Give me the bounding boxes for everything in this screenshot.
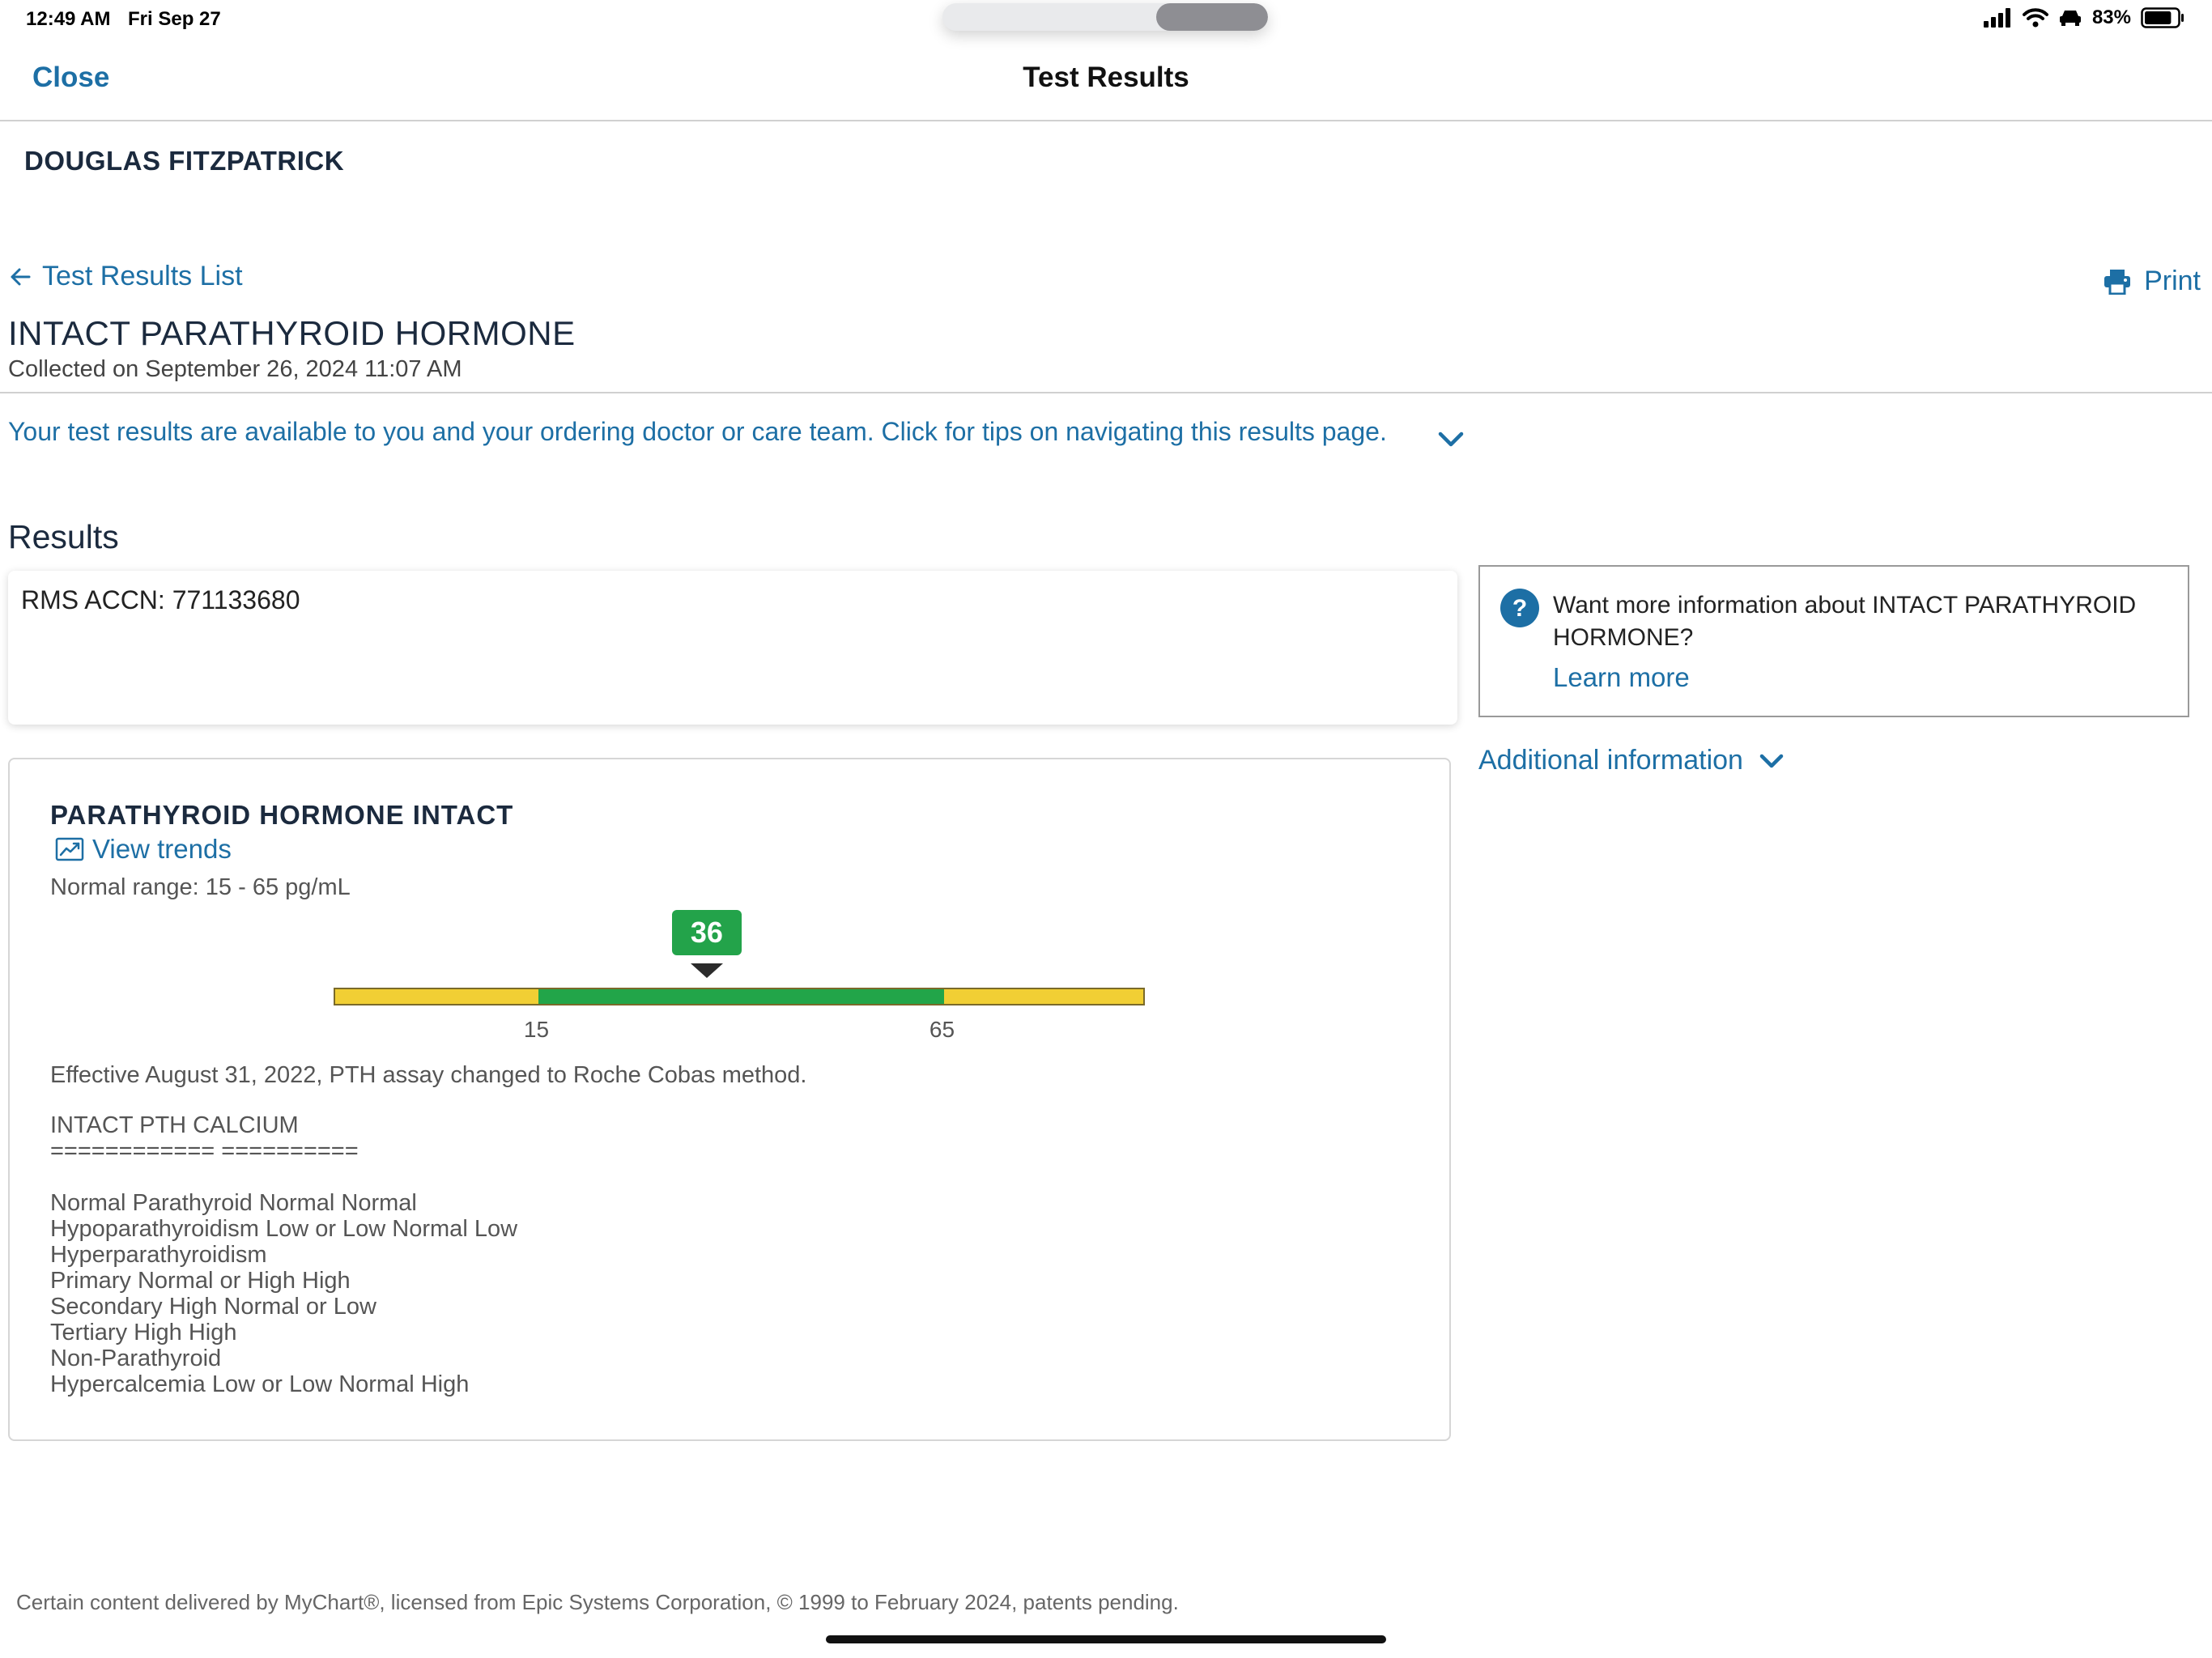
comment-line (50, 1164, 517, 1190)
page-title: Test Results (1023, 62, 1189, 93)
comment-line: Hypoparathyroidism Low or Low Normal Low (50, 1216, 518, 1242)
battery-icon (2141, 7, 2184, 28)
svg-text:?: ? (1512, 595, 1528, 622)
range-bar (334, 988, 1145, 1005)
home-indicator[interactable] (826, 1635, 1386, 1643)
back-to-results-list-link[interactable] (10, 261, 243, 292)
result-range-gauge (325, 910, 1143, 1042)
status-date: Fri Sep 27 (128, 8, 221, 30)
results-heading: Results (8, 518, 119, 555)
collected-date: Collected on September 26, 2024 11:07 AM (8, 356, 462, 382)
wifi-icon (2023, 8, 2048, 28)
result-comment-block (50, 1112, 517, 1397)
battery-percent: 83% (2091, 6, 2131, 28)
assay-change-note: Effective August 31, 2022, PTH assay changed to Roche Cobas method. (50, 1062, 807, 1088)
print-button[interactable] (2104, 266, 2201, 297)
comment-line: Primary Normal or High High (50, 1268, 351, 1294)
accession-card (8, 571, 1457, 725)
result-value-pointer (691, 963, 723, 978)
normal-range-text: Normal range: 15 - 65 pg/mL (50, 874, 351, 900)
comment-line: Secondary High Normal or Low (50, 1294, 376, 1320)
accession-number: RMS ACCN: 771133680 (21, 585, 300, 614)
status-indicators (1984, 6, 2184, 29)
navigation-bar (0, 42, 2212, 121)
more-info-text: Want more information about INTACT PARATHYROID HORMONE? (1553, 592, 2137, 651)
close-button[interactable]: Close (32, 62, 110, 93)
comment-line: ============ ========== (50, 1138, 359, 1164)
additional-information-label: Additional information (1478, 745, 1743, 776)
arrow-left-icon (10, 267, 31, 287)
tips-expand-toggle[interactable] (1437, 431, 1465, 453)
comment-line: Tertiary High High (50, 1320, 237, 1346)
range-low-label: 15 (523, 1017, 550, 1042)
additional-information-toggle[interactable] (1478, 745, 1784, 776)
range-high-label: 65 (929, 1017, 955, 1042)
comment-line: Hypercalcemia Low or Low Normal High (50, 1371, 470, 1397)
printer-icon (2104, 269, 2131, 295)
status-time: 12:49 AM (26, 8, 111, 30)
comment-line: Hyperparathyroidism (50, 1242, 267, 1268)
learn-more-link[interactable]: Learn more (1553, 662, 1690, 692)
comment-line: Non-Parathyroid (50, 1346, 222, 1371)
range-bar-normal-segment (538, 989, 944, 1004)
result-value-badge: 36 (672, 910, 742, 955)
header-divider (0, 392, 2212, 393)
chevron-down-icon (1759, 753, 1784, 769)
print-label: Print (2144, 266, 2201, 296)
component-name: PARATHYROID HORMONE INTACT (50, 800, 514, 830)
car-icon (2058, 8, 2082, 28)
comment-line: Normal Parathyroid Normal Normal (50, 1190, 417, 1216)
status-bar (0, 0, 2212, 42)
question-circle-icon (1499, 588, 1540, 628)
patient-name: DOUGLAS FITZPATRICK (24, 146, 345, 176)
cellular-signal-icon (1984, 8, 2013, 28)
test-name-heading: INTACT PARATHYROID HORMONE (8, 314, 576, 352)
footer-copyright: Certain content delivered by MyChart®, licensed from Epic Systems Corporation, © 1999 to February 2024, patents pending. (16, 1590, 1179, 1614)
view-trends-link[interactable] (55, 834, 232, 865)
trend-chart-icon (55, 837, 84, 861)
results-tips-link[interactable]: Your test results are available to you and your ordering doctor or care team. Click for tips on navigating this results page. (8, 417, 1387, 446)
pill-thumb (1156, 3, 1268, 31)
chevron-down-icon (1437, 431, 1465, 449)
more-info-box (1478, 565, 2189, 717)
comment-line: INTACT PTH CALCIUM (50, 1112, 299, 1138)
multitask-pill[interactable] (942, 3, 1268, 31)
component-result-card (8, 758, 1451, 1441)
view-trends-label: View trends (92, 834, 232, 864)
back-link-label: Test Results List (42, 261, 243, 291)
